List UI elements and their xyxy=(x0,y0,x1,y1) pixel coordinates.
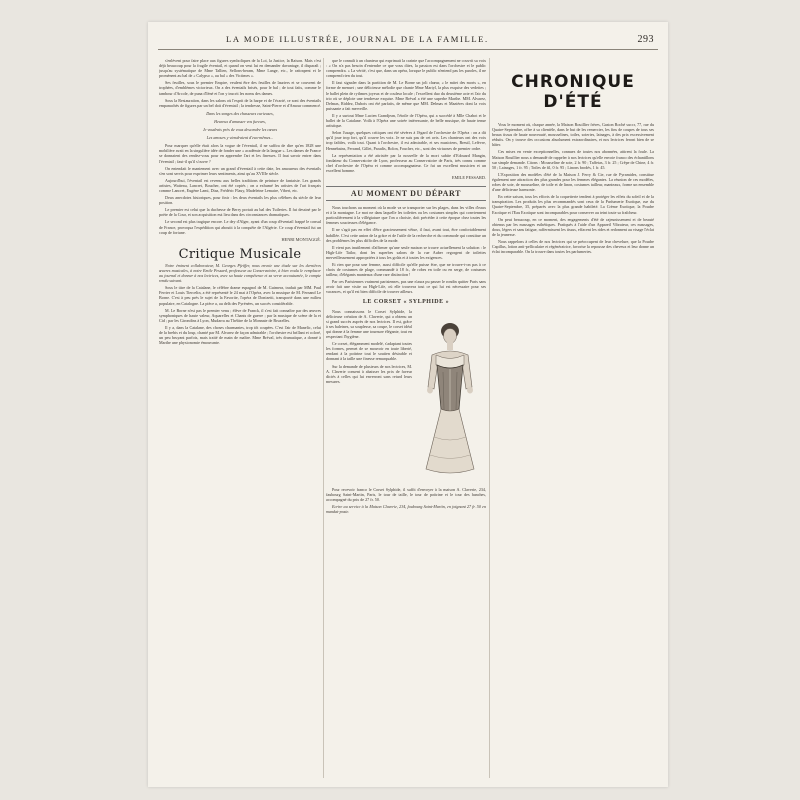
paragraph: Sur la demande de plusieurs de nos lectrices, M. A. Claverie consent à abaisser les prix de faveur dictés à celles qui lui enverront sans retard leurs mesures. xyxy=(326,363,412,384)
paragraph: que le connaît à un chanteur qui exprimait la crainte que l'accompagnement ne couvrit sa voix : « On n'a pas besoin d'entendre ce que vous dites, la passion est dans l'orchestre et le public comprendra. » La vérité, c'est que, dans un opéra, lorsque le public n'entend pas les paroles, il ne comprend rien du tout. xyxy=(326,58,486,79)
au-moment-du-depart-heading: AU MOMENT DU DÉPART xyxy=(326,186,486,201)
paragraph: Sous la Restauration, dans les salons où l'esprit de la harpe et de l'écarté, ce sont des éventails empanachés de figures par un bel doit d'éventail ; la tendresse, Saint-Pierre et d'Amour commencé. xyxy=(159,97,321,108)
paragraph: Ecrire au service à la Maison Claverie, 234, faubourg Saint-Martin, en joignant 27 fr. 50 en mandat-poste. xyxy=(326,503,486,514)
paragraph: Aujourd'hui, l'éventail est revenu aux belles traditions de peinture de fantaisie. Les grands artistes, Watteau, Lancret, Boucher, ont été copiés ; on a exhumé les artistes de l'art français comme Lancret, Eugène Lami, Diaz, Frédéric Flauy, Madeleine Lemaire, Vibert, etc. xyxy=(159,177,321,193)
header-rule xyxy=(158,49,658,50)
paragraph: M. Le Borne n'est pas le premier venu ; élève de Franck, il s'est fait connaître par des œuvres symphoniques de haute valeur, Aquarelles et Chants de guerre ; par la musique de scène de la et Cid ; par les Girondins à Lyon, Mudarra au Théâtre de la Monnaie de Bruxelles. xyxy=(159,307,321,323)
intro-paragraph: Notre éminent collaborateur, M. Georges Pfeiffer, nous envoie une étude sur les dernières œuvres musicales, à notre Emile Pessard, professeur au Conservatoire, à bien voulu le remplacer au journal et donner à nos lectrices, avec sa haute compétence et sa verve accoutumée, le compte rendu suivant. xyxy=(159,262,321,284)
paragraph: Pour recevoir franco le Corset Sylphide, il suffit d'envoyer à la maison A. Claverie, 234, faubourg Saint-Martin, Paris, le tour de taille, le tour de poitrine et le tour des hanches, accompagné du prix de 27 fr. 50. xyxy=(326,486,486,502)
paragraph: Ce corset, élégamment modelé, s'adaptant toutes les formes, permet de se mouvoir en toute liberté, rendant à la poitrine tout le soutien désirable et donnant à la taille une finesse remarquable. xyxy=(326,341,412,362)
paragraph: Nous connaissons le Corset Sylphide, la délicieuse création de A. Claverie, qui a obtenu un si grand succès auprès de nos lectrices. Il est, grâce à ses baleines, sa souplesse, sa coupe, le corset idéal qui donne à la femme une tournure élégante, tout en respectant l'hygiène. xyxy=(326,308,412,340)
journal-title: LA MODE ILLUSTRÉE, JOURNAL DE LA FAMILLE. xyxy=(226,34,489,44)
paragraph: Pour marquer qu'elle était alors la vogue de l'éventail, il ne suffira de dire qu'en 1828 une mobilière avait en la singulière idée de fonder une « académie de la langue ». Les dames de France se donnaient des rendez-vous pour en apprendre l'art et les finesses. Il faut savoir entrer dans l'éventail ; faut-il qu'il s'ouvre ? xyxy=(159,143,321,164)
verse-line: Dans les songes des chasseurs curieuses, xyxy=(206,110,274,116)
corset-section xyxy=(326,309,486,487)
paragraph: On entendait le maniement avec un grand d'éventail à cette date, les amoureux des éventails s'en sont servis pour exprimer leurs sentiments, ainsi qu'au XVIIIe siècle. xyxy=(159,165,321,176)
verse-line: Je voudrais près de vous descendre les cœurs xyxy=(202,127,278,133)
paragraph: Ses feuilles, sous le premier Empire, veulent être des feuilles de lauriers et se couvrent de trophées, d'emblèmes victorieux. On a des éventails brisés, pour le bal ; de tout faits, comme le tambour d'Arcole, de puna d'Iéné et l'on y inscrit les noms des dames. xyxy=(159,80,321,96)
chronique-d-ete-heading: CHRONIQUE D'ÉTÉ xyxy=(511,72,635,112)
paragraph: Il y a, dans la Catalane, des choses charmantes, trop tôt coupées. C'est l'air de Manelic, celui de la brebis et du loup, chanté par M. Alvarez de façon admirable ; l'orchestre est brillant et coloré, un peu bruyant parfois, mais traité de main de maître. Mme Bréval, très dramatique, a donné à Marthe une physionomie émouvante. xyxy=(159,324,321,346)
paragraph: Et rien que pour une femme, aussi difficile qu'elle puisse être, que ne trouve-t-on pas à ce choix de costumes de plage, commandé à 18 fr., de robes en toile ou en serge, de costumes tailleur, d'élégants manteaux d'une rare distinction ! xyxy=(326,262,486,278)
paragraph: La représentation a été attristée par la nouvelle de la mort subite d'Edouard Mangin, fondateur du Conservatoire de Lyon, professeur au Conservatoire de Paris, très connu comme chef d'orchestre de l'Opéra et comme accompagnateur. Ce fut un excellent musicien et un excellent homme. xyxy=(326,152,486,173)
article-signature: EMILE PESSARD. xyxy=(451,174,486,180)
paragraph: Nous touchons au moment où la mode va se transporter sur les plages, dans les villes d'eaux et à la montagne. Le mot ne dans laquelle les toilettes ou les costumes simples qui conviennent particulièrement à la villégiature que l'on a choisie, doit précéder à cette époque chez toutes les femmes soucieuses d'élégance. xyxy=(326,205,486,226)
paragraph: Ces mises en vente exceptionnelles, connues de toutes nos abonnées, attirent la foule. La Maison Rouillier nous a demandé de rappeler à nos lectrices qu'elle envoie franco des échantillons sur simple demande. Citons : Mousseline de soie, 2 fr. 90 ; Taffetas, 3 fr. 25 ; Crêpe de Chine, 4 fr. 50 ; Lainages, 1 fr. 95 ; Toiles de fil, 0 fr. 95 ; Linons brodés, 1 fr. 45. xyxy=(492,149,654,170)
corset-text-block xyxy=(326,309,412,386)
paragraph: Le second est plus tragique encore. Le dey d'Alger, ayant d'un coup d'éventail frappé le consul de France, provoqua l'expédition qui aboutit à la conquête de l'Algérie. Ce coup d'éventail fut un coup de fortune. xyxy=(159,219,321,235)
column-left xyxy=(159,58,321,783)
paragraph: Il y a surtout Mme Lucien Grandjean, l'étoile de l'Opéra, qui a succédé à Mlle Chabot et le ballet de la Catalane. Voilà à l'Opéra une soirée intéressante, de belle musique, de haute tenue artistique. xyxy=(326,112,486,129)
article-signature: HENRI MONTAGGÉ. xyxy=(281,236,321,242)
verse-line: Les amours y viendraient d'eux-mêmes... xyxy=(206,135,274,141)
column-right xyxy=(492,58,654,783)
paragraph: Par ces Parisiennes vraiment parisiennes, pas une n'aura pu passer le rondin quitter Paris sans avoir fait une visite au High-Life, où elle trouvera tout ce qui lui est nécessaire pour ses vacances, et qu'il est bien difficile de trouver ailleurs. xyxy=(326,279,486,295)
paragraph: Vous le moment où, chaque année, la Maison Rouillier frères, Gaston Roché succr, 77, rue du Quatre-Septembre, offre à sa clientèle, dans le but de les remercier, les fins de coupes de tous ses beaux tissus de haute nouveauté, mousselines, toiles, soieries, lainages, à des prix excessivement réduits. On y trouve des occasions absolument extraordinaires, et nos lectrices feront bien de se hâter. xyxy=(492,122,654,148)
page-number: 293 xyxy=(637,34,654,45)
paragraph: On peut beaucoup, en ce moment, des engagements d'été de rajeunissement et de beauté obtenus par les massages esthétiques. Pratiqués à l'aide d'un Appareil Vibrateur, ces massages, doux, légers et sans fatigue, raffermissent les tissus, effacent les rides et redonnent au visage l'éclat de la jeunesse. xyxy=(492,216,654,237)
paragraph: Nous rappelons à celles de nos lectrices qui se préoccupent de leur chevelure, que la Poudre Capillus, lotion anti-pelliculaire et régénératrice, favorise la repousse des cheveux et leur donne un éclat incomparable. On la trouve dans toutes les parfumeries. xyxy=(492,238,654,255)
paragraph: L'Exposition des modèles d'été de la Maison J. Ferry & Cie, rue de Pyramides, constitue également une attraction des plus grandes pour les femmes élégantes. La réunion de ces modèles, robes de soie, de mousseline, de toile et de linon, costumes tailleur, manteaux, forme un ensemble d'une délicieuse harmonie. xyxy=(492,171,654,193)
paragraph: Il ne s'agit pas en effet d'être gracieusement vêtue, il faut, avant tout, être confortablement habillée. C'est cette union de la grâce et de l'utile de la recherche et du commode qui constitue un des problèmes les plus difficiles de la mode. xyxy=(326,227,486,243)
corset-sylphide-heading: LE CORSET « SYLPHIDE » xyxy=(362,298,450,305)
paragraph: Sous le titre de la Catalane, le célèbre drame espagnol de M. Guimera, traduit par MM. Paul Ferrier et Louis Tiercelin, a été représenté le 24 mai à l'Opéra, avec la musique de M. Fernand Le Borne. C'est à peu près le sujet de la Favorite, l'opéra de Donizetti, transporté dans une milieu populaire, en Catalogne. La pièce a, au delà des Pyrénées, un succès considérable. xyxy=(159,285,321,306)
column-separator xyxy=(489,58,490,778)
paragraph: Selon l'usage, quelques critiques ont été sévères à l'égard de l'orchestre de l'Opéra : on a dit qu'il joue trop fort, qu'il couvre les voix. Je ne suis pas de cet avis. Les chanteurs ont des voix trop faibles, voilà tout. Quant à l'orchestre, il est admirable, et ses musiciens, Breuil, Lefèvre, Hennebains, Ferrand, Gillet, Paradis, Bolon, Foucher, etc., sont des virtuoses de premier ordre. xyxy=(326,130,486,151)
paragraph: Il faut signaler dans la partition de M. Le Borne un joli chœur, « le mitet des morts », en forme de menuet ; une délicieuse mélodie que chante Mme Martyl, la plus exquise des vedettes ; le ballet plein de rythmes joyeux et de couleur locale ; l'excellent duo du deuxième acte et l'air du trio où se déploie une tendresse exquise. Mme Bréval a été une superbe Marthe. MM. Alvarez, Delmas, Riddez, Dubois ont été parfaits, de même que MM. Delmas et Mazières dont la voix puissante a fait merveille. xyxy=(326,80,486,111)
column-middle xyxy=(326,58,486,783)
paragraph: Deux anecdotes historiques, pour finir : les deux éventails les plus célèbres du siècle de leur position. xyxy=(159,195,321,206)
paragraph: Il vient pas inutilement d'affirmer qu'une seule maison se trouve actuellement la solution : le High-Life Tailor, dont les superbes salons de la rue Auber regorgent de toilettes merveilleusement appropriées à tous les goûts et à toutes les exigences. xyxy=(326,244,486,260)
column-separator xyxy=(323,58,324,778)
critique-musicale-heading: Critique Musicale xyxy=(178,246,302,262)
journal-page xyxy=(148,22,668,787)
verse-line: Heureux d'amasser vos fureurs, xyxy=(214,118,266,124)
corset-illustration xyxy=(414,317,486,477)
paragraph: s'enlèvent pour faire place aux figures symboliques de la Loi, la Justice, la Raison. Mais c'est déjà beaucoup pour la fragile éventail, et quand on veut lui en demander davantage, il disparaît ; jusqu'au systématique de Mme Tallien, Sellons-beram, Mme Lange, etc., le rattrapent et le promènent au bal de « Calypso », au bal « des Victimes ». xyxy=(159,58,321,79)
paragraph: Le premier est celui que la duchesse de Berry portait au bal des Tuileries. Il fut dessiné par le poète de la Cour, et son acquisition eut lieu dans des circonstances dramatiques. xyxy=(159,207,321,218)
paragraph: En cette saison, tous les efforts de la coquetterie tendent à protéger les effets du soleil et de la transpiration. Les produits les plus recommandés sont ceux de la Parfumerie Exotique, rue du Quatre-Septembre, 35, préparés avec la plus grande habileté. La Crème Exotique, la Poudre Exotique et l'Eau Exotique sont incomparables pour conserver au teint toute sa fraîcheur. xyxy=(492,194,654,215)
page-header xyxy=(148,34,668,50)
